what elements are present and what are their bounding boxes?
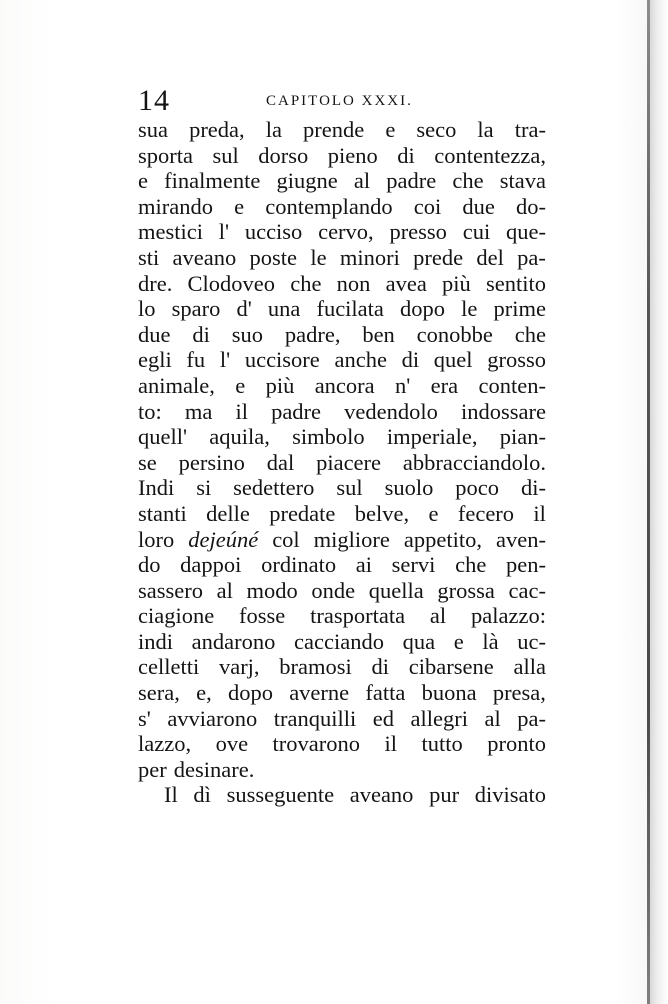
page-header (138, 84, 548, 118)
text-line: do dappoi ordinato ai servi che pen- (138, 552, 546, 578)
text-line: Il dì susseguente aveano pur divisato (164, 782, 546, 808)
gutter-shadow (650, 0, 668, 1004)
text-line: due di suo padre, ben conobbe che (138, 321, 546, 347)
running-head: CAPITOLO XXXI. (266, 93, 413, 109)
text-line: stanti delle predate belve, e fecero il (138, 500, 546, 526)
text-line: lo sparo d' una fucilata dopo le prime (138, 296, 546, 322)
body-text (138, 117, 546, 808)
page-number: 14 (138, 84, 170, 117)
text-line: sti aveano poste le minori prede del pa- (138, 244, 546, 270)
text-line: egli fu l' uccisore anche di quel grosso (138, 347, 546, 373)
text-line: sua preda, la prende e seco la tra- (138, 117, 546, 142)
text-line: ciagione fosse trasportata al palazzo: (138, 603, 546, 629)
text-line: mirando e contemplando coi due do- (138, 193, 546, 219)
text-line: mestici l' ucciso cervo, presso cui que- (138, 219, 546, 245)
text-line: loro dejeúné col migliore appetito, aven- (138, 526, 546, 552)
text-line: dre. Clodoveo che non avea più sentito (138, 270, 546, 296)
text-line: lazzo, ove trovarono il tutto pronto (138, 731, 546, 757)
text-line: quell' aquila, simbolo imperiale, pian- (138, 424, 546, 450)
text-line: sera, e, dopo averne fatta buona presa, (138, 680, 546, 706)
text-line: e finalmente giugne al padre che stava (138, 168, 546, 194)
text-line: indi andarono cacciando qua e là uc- (138, 628, 546, 654)
text-line: s' avviarono tranquilli ed allegri al pa- (138, 705, 546, 731)
text-line: se persino dal piacere abbracciandolo. (138, 449, 546, 475)
page-edge (647, 0, 650, 1004)
text-line: to: ma il padre vedendolo indossare (138, 398, 546, 424)
text-line: animale, e più ancora n' era conten- (138, 372, 546, 398)
text-line: celletti varj, bramosi di cibarsene alla (138, 654, 546, 680)
text-line: Indi si sedettero sul suolo poco di- (138, 475, 546, 501)
text-line: sporta sul dorso pieno di contentezza, (138, 142, 546, 168)
text-line: sassero al modo onde quella grossa cac- (138, 577, 546, 603)
text-line: per desinare. (138, 756, 255, 782)
